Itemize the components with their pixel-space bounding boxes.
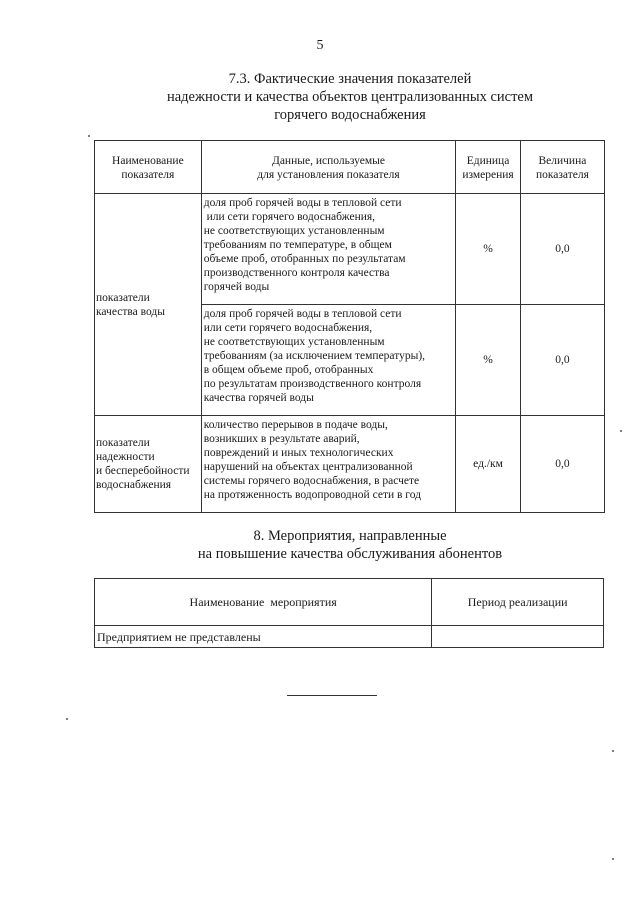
data-line: доля проб горячей воды в тепловой сети — [203, 308, 402, 320]
scan-speck — [612, 750, 614, 752]
data-line: на протяженность водопроводной сети в год — [203, 489, 422, 501]
data-line: не соответствующих установленным — [203, 225, 385, 237]
data-line: повреждений и иных технологических — [203, 447, 394, 459]
header-unit — [456, 141, 521, 194]
data-line: объеме проб, отобранных по результатам — [203, 253, 406, 265]
reliability-quality-table — [94, 140, 605, 513]
header-line: Величина — [538, 155, 587, 167]
data-line: доля проб горячей воды в тепловой сети — [203, 197, 402, 209]
data-line: качества горячей воды — [203, 392, 314, 404]
header-data-used — [201, 141, 455, 194]
data-line: по результатам производственного контроля — [203, 378, 422, 390]
header-line: Единица — [466, 155, 510, 167]
header-line: Наименование — [112, 155, 184, 167]
header-row — [95, 141, 605, 194]
data-line: не соответствующих установленным — [203, 336, 385, 348]
data-line: возникших в результате аварий, — [203, 433, 360, 445]
data-line: или сети горячего водоснабжения, — [203, 322, 373, 334]
value-cell: 0,0 — [520, 194, 604, 305]
data-line: производственного контроля качества — [203, 267, 390, 279]
page-number: 5 — [316, 38, 324, 53]
data-description — [201, 194, 455, 305]
scan-speck — [612, 858, 614, 860]
indicator-group-water-quality — [95, 194, 202, 416]
scan-speck — [88, 135, 90, 137]
data-line: в общем объеме проб, отобранных — [203, 364, 374, 376]
header-line: измерения — [462, 169, 514, 181]
title-line: надежности и качества объектов централизованных систем — [166, 89, 534, 105]
data-description — [201, 305, 455, 416]
title-line: 8. Мероприятия, направленные — [253, 528, 447, 544]
scan-speck — [620, 430, 622, 432]
indicator-name-line: показатели — [96, 437, 150, 449]
header-line: для установления показателя — [257, 169, 400, 181]
indicator-name-line: надежности — [96, 451, 155, 463]
data-line: требованиям по температуре, в общем — [203, 239, 392, 251]
data-line: количество перерывов в подаче воды, — [203, 419, 388, 431]
data-description — [201, 416, 455, 513]
scan-speck — [66, 718, 68, 720]
unit-cell: % — [456, 194, 521, 305]
table-row — [95, 194, 605, 305]
title-line: горячего водоснабжения — [274, 107, 426, 123]
data-line: нарушений на объектах централизованной — [203, 461, 413, 473]
data-line: системы горячего водоснабжения, в расчете — [203, 475, 420, 487]
data-line: или сети горячего водоснабжения, — [203, 211, 376, 223]
header-measure-name: Наименование мероприятия — [95, 579, 432, 626]
indicator-name-line: показатели — [96, 291, 150, 304]
data-line: требованиям (за исключением температуры), — [203, 350, 426, 362]
data-line: горячей воды — [203, 281, 270, 293]
header-line: показателя — [121, 169, 175, 181]
closing-rule — [287, 695, 377, 696]
title-line: на повышение качества обслуживания абонентов — [197, 546, 503, 562]
header-line: показателя — [535, 169, 589, 181]
indicator-name-line: водоснабжения — [96, 479, 172, 491]
title-line: 7.3. Фактические значения показателей — [228, 71, 472, 87]
unit-cell: ед./км — [456, 416, 521, 513]
unit-cell: % — [456, 305, 521, 416]
indicator-group-reliability — [95, 416, 202, 513]
value-cell: 0,0 — [520, 416, 604, 513]
section-7-3-title — [60, 70, 640, 124]
section-8-title — [80, 527, 620, 563]
header-period: Период реализации — [432, 579, 604, 626]
indicator-name-line: качества воды — [96, 305, 165, 318]
service-measures-table — [94, 578, 604, 648]
table-row — [95, 416, 605, 513]
measure-cell: Предприятием не представлены — [95, 626, 432, 648]
header-line: Данные, используемые — [271, 155, 385, 167]
indicator-name-line: и бесперебойности — [96, 465, 190, 477]
header-indicator-name — [95, 141, 202, 194]
header-row — [95, 579, 604, 626]
table-row — [95, 626, 604, 648]
value-cell: 0,0 — [520, 305, 604, 416]
header-value — [520, 141, 604, 194]
period-cell — [432, 626, 604, 648]
